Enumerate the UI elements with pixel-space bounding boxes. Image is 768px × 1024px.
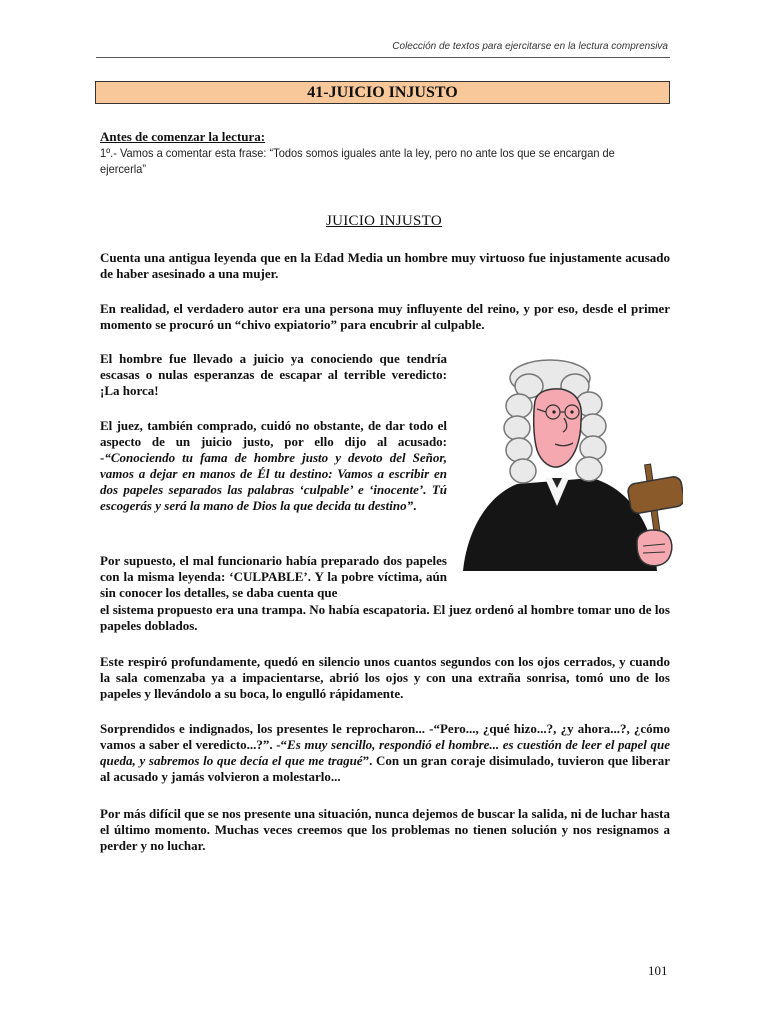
paragraph-6: Este respiró profundamente, quedó en silencio unos cuantos segundos con los ojos cerrados, y cuando la sala comenzaba ya a impacientarse, abrió los ojos y con una extraña sonrisa, tomó uno de los papeles y llevándolo a su boca, lo engulló rápidamente.	[100, 654, 670, 701]
collection-header: Colección de textos para ejercitarse en la lectura comprensiva	[392, 41, 668, 52]
page-number: 101	[648, 963, 668, 978]
judge-illustration	[457, 356, 683, 578]
paragraph-2: En realidad, el verdadero autor era una persona muy influyente del reino, y por eso, desde el primer momento se procuró un “chivo expiatorio” para encubrir al culpable.	[100, 301, 670, 332]
paragraph-1: Cuenta una antigua leyenda que en la Edad Media un hombre muy virtuoso fue injustamente acusado de haber asesinado a una mujer.	[100, 250, 670, 281]
paragraph-4	[100, 418, 447, 514]
paragraph-7-end: ”. Con un gran coraje disimulado, tuvieron que liberar al acusado y jamás volvieron a molestarlo...	[100, 753, 670, 784]
accused-quote: Es muy sencillo, respondió el hombre... es cuestión de leer el papel que queda, y sabremos lo que decía el que me tragué	[100, 737, 670, 768]
pre-reading-heading: Antes de comenzar la lectura:	[100, 129, 266, 144]
paragraph-5-end: el sistema propuesto era una trampa. No había escapatoria. El juez ordenó al hombre tomar uno de los papeles doblados.	[100, 602, 670, 633]
pre-reading-section	[100, 129, 670, 177]
paragraph-7	[100, 721, 670, 785]
paragraph-7-intro: Sorprendidos e indignados, los presentes le reprocharon... -“Pero..., ¿qué hizo...?, ¿y ahora...?, ¿cómo vamos a saber el veredicto...?”. -“	[100, 721, 670, 752]
paragraph-4-intro: El juez, también comprado, cuidó no obstante, de dar todo el aspecto de un juicio justo, por ello dijo al acusado: -	[100, 418, 447, 465]
judge-quote: “Conociendo tu fama de hombre justo y devoto del Señor, vamos a dejar en manos de Él tu destino: Vamos a escribir en dos papeles separados las palabras ‘culpable’ e ‘inocente’. Tú escogerás y será la mano de Dios la que decida tu destino”	[100, 450, 447, 513]
paragraph-8: Por más difícil que se nos presente una situación, nunca dejemos de buscar la salida, ni de luchar hasta el último momento. Muchas veces creemos que los problemas no tienen solución y nos resignamos a perder y no luchar.	[100, 806, 670, 853]
story-title: JUICIO INJUSTO	[325, 213, 442, 229]
judge-with-gavel-icon	[457, 356, 683, 578]
header-rule	[96, 57, 670, 58]
pre-reading-text: 1º.- Vamos a comentar esta frase: “Todos somos iguales ante la ley, pero no ante los que se encargan de ejercerla”	[100, 146, 615, 176]
paragraph-5-start: Por supuesto, el mal funcionario había preparado dos papeles con la misma leyenda: ‘CULPABLE’. Y la pobre víctima, aún sin conocer los detalles, se daba cuenta que	[100, 553, 447, 600]
paragraph-3: El hombre fue llevado a juicio ya conociendo que tendría escasas o nulas esperanzas de escapar al terrible veredicto: ¡La horca!	[100, 351, 447, 398]
paragraph-4-end: .	[413, 498, 417, 513]
page-title: 41-JUICIO INJUSTO	[95, 81, 670, 104]
